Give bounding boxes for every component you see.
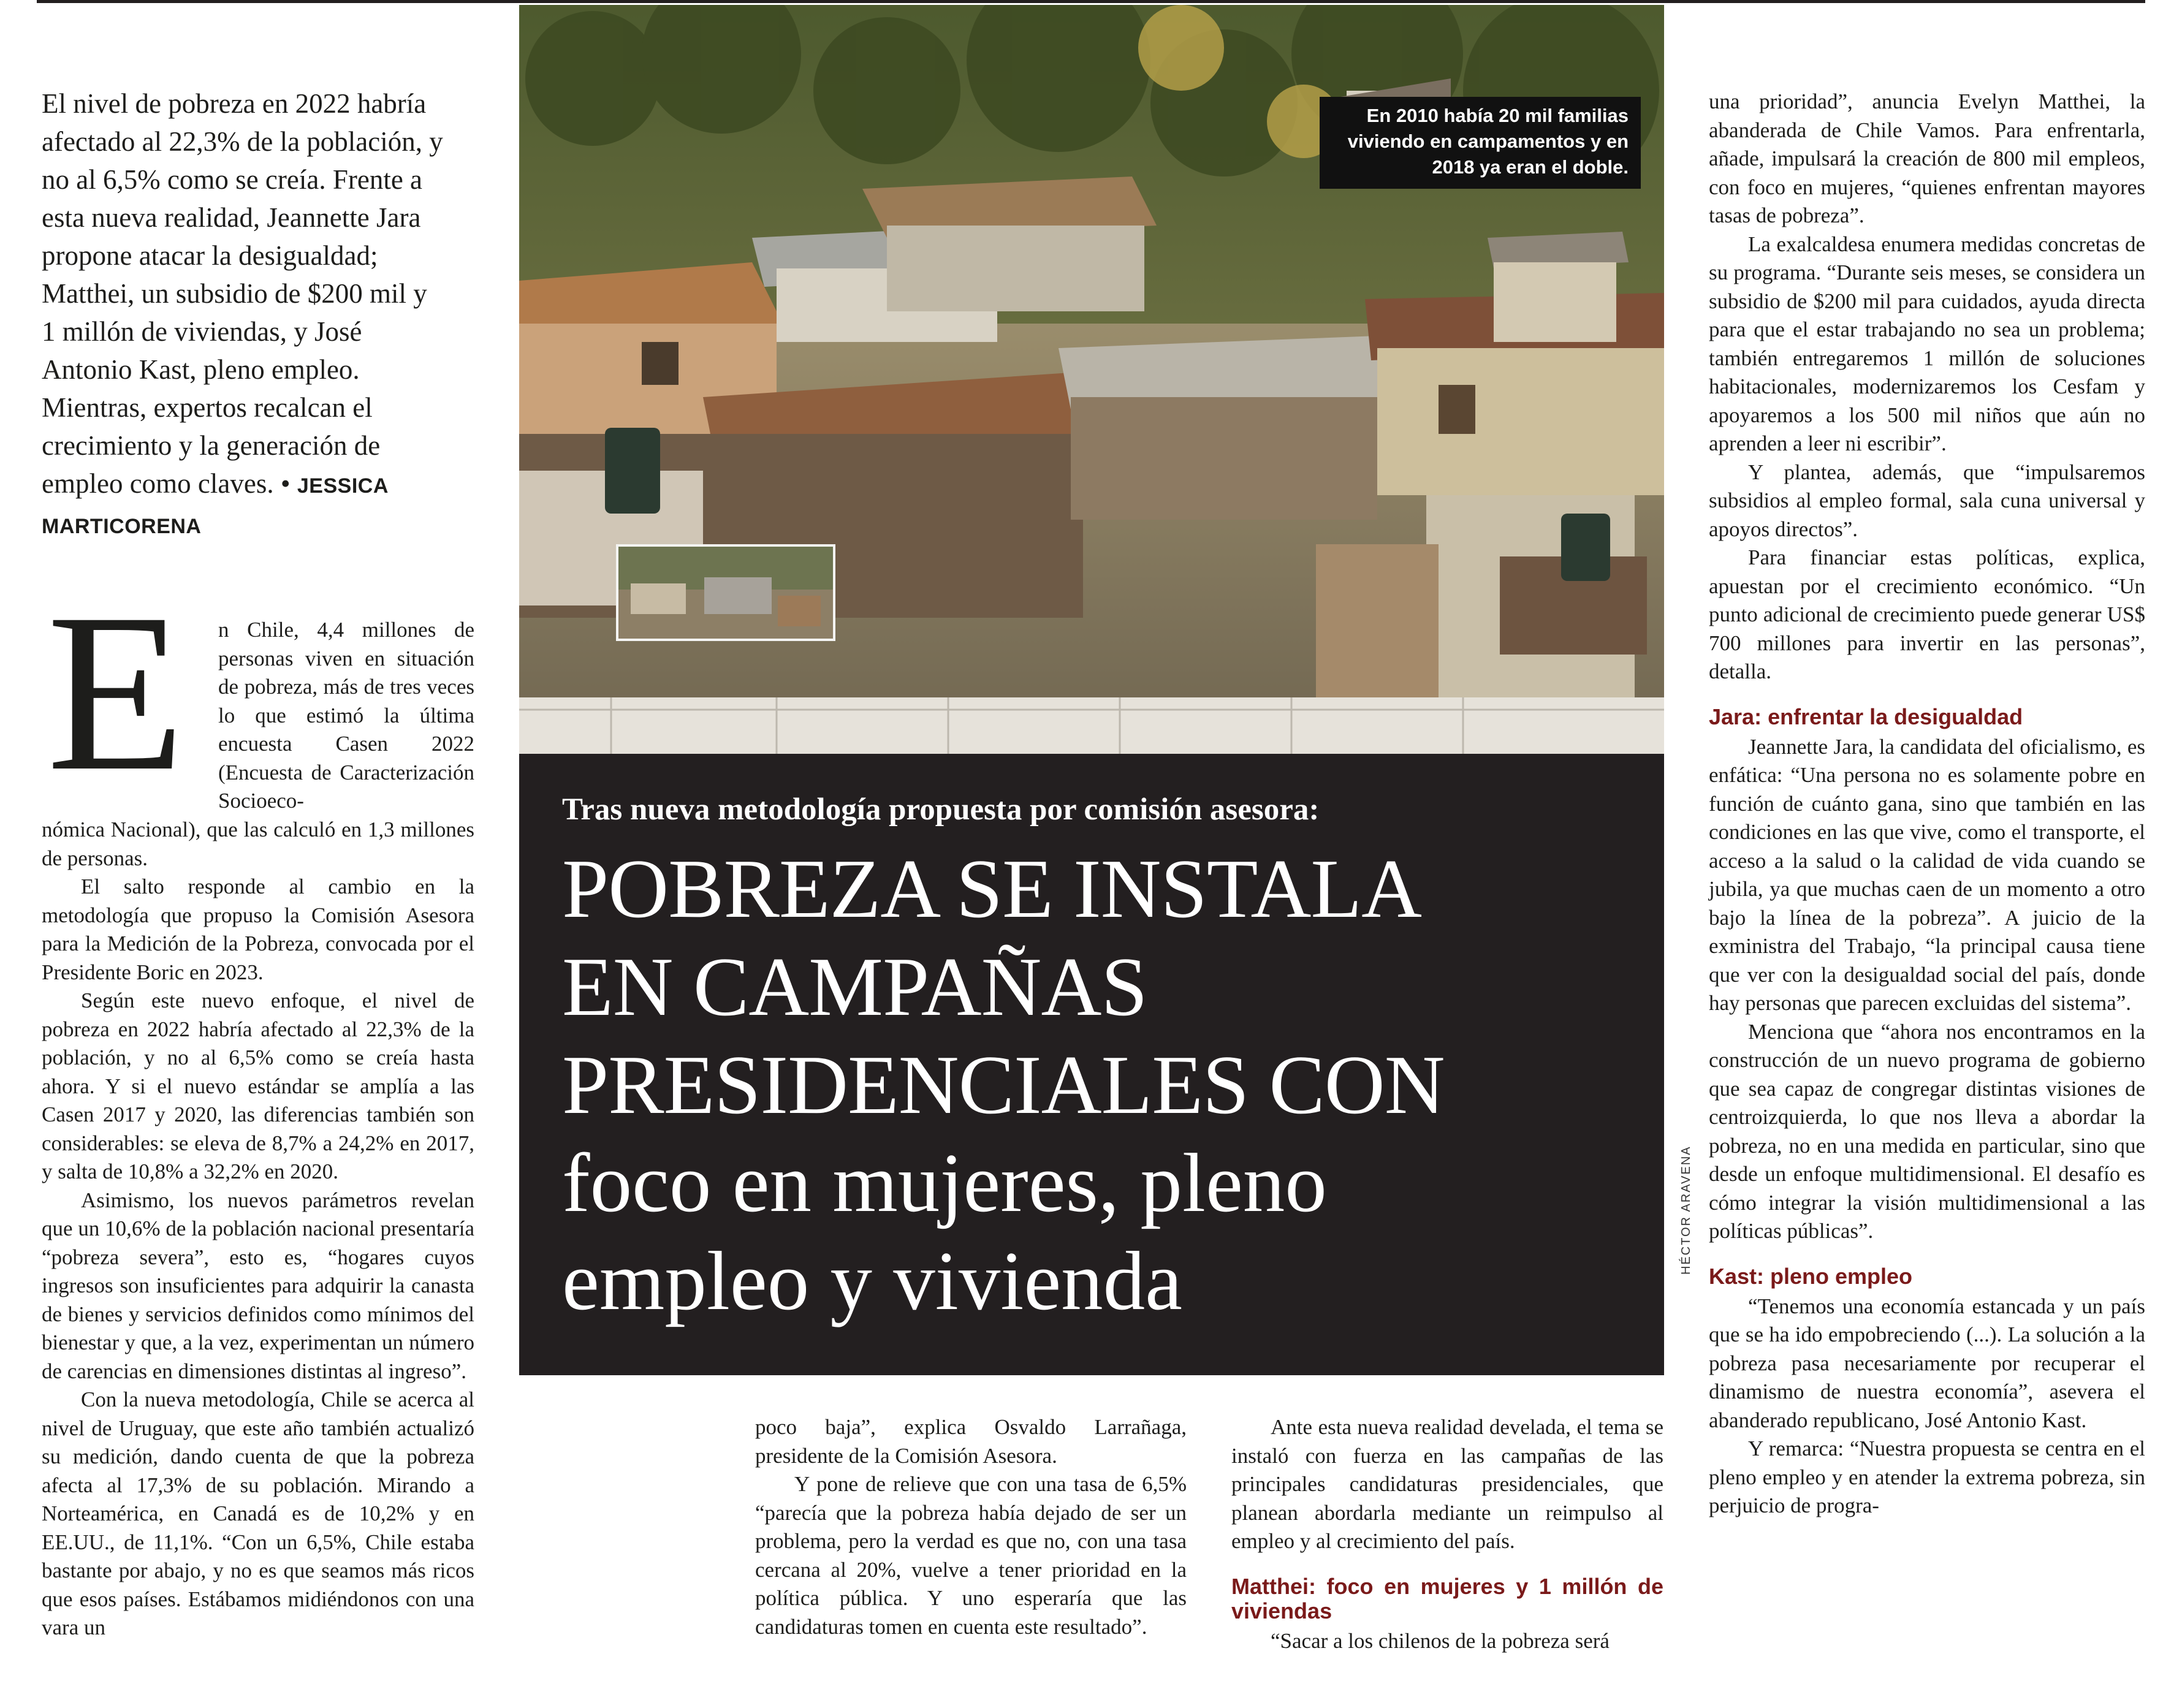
paragraph: Asimismo, los nuevos parámetros revelan que un 10,6% de la población nacional presentaría “pobreza severa”, esto es, “hogares cuyos ingresos son insuficientes para adquirir la canasta de bienes y servicios definidos como mínimos del bienestar y que, a la vez, experimentan un número de carencias en dimensiones distintas al ingreso”. <box>42 1188 474 1383</box>
inset-photo <box>616 544 835 641</box>
column-3 <box>1231 1413 1663 1655</box>
paragraph: Y plantea, además, que “impulsaremos subsidios al empleo formal, sala cuna universal y apoyos directos”. <box>1709 460 2145 541</box>
lead-text: El nivel de pobreza en 2022 habría afectado al 22,3% de la población, y no al 6,5% como se creía. Frente a esta nueva realidad, Jeannette Jara propone atacar la desigualdad; Matthei, un subsidio de $200 mil y 1 millón de viviendas, y José Antonio Kast, pleno empleo. Mientras, expertos recalcan el crecimiento y la generación de empleo como claves. • <box>42 88 443 499</box>
paragraph: n Chile, 4,4 millones de personas viven en situación de pobreza, más de tres veces lo que estimó la última encuesta Casen 2022 (Encuesta de Caracterización Socioeco- <box>218 618 474 813</box>
paragraph: La exalcaldesa enumera medidas concretas de su programa. “Durante seis meses, se considera un subsidio de $200 mil para cuidados, ayuda directa para que el estar trabajando no sea un problema; también entregaremos 1 millón de soluciones habitacionales, modernizaremos los Cesfam y apoyaremos a los 500 mil niños que aún no aprenden a leer ni escribir”. <box>1709 232 2145 455</box>
kicker: Tras nueva metodología propuesta por comisión asesora: <box>562 792 1320 827</box>
headline-line: foco en mujeres, pleno <box>562 1136 1327 1229</box>
paragraph: “Sacar a los chilenos de la pobreza será <box>1271 1628 1610 1653</box>
byline: JESSICA MARTICORENA <box>42 474 388 538</box>
paragraph: nómica Nacional), que las calculó en 1,3 millones de personas. <box>42 818 474 870</box>
headline-line: POBREZA SE INSTALA <box>562 842 1422 935</box>
column-1-dropcap-text <box>218 616 474 816</box>
column-2 <box>755 1413 1187 1641</box>
subhead-matthei: Matthei: foco en mujeres y 1 millón de viviendas <box>1231 1573 1663 1623</box>
paragraph: una prioridad”, anuncia Evelyn Matthei, la abanderada de Chile Vamos. Para enfrentarla, añade, impulsará la creación de 800 mil empleos, con foco en mujeres, “quienes enfrentan mayores tasas de pobreza”. <box>1709 89 2145 227</box>
subhead-jara: Jara: enfrentar la desigualdad <box>1709 704 2023 729</box>
campamento-photo <box>519 5 1664 754</box>
paragraph: Ante esta nueva realidad develada, el tema se instaló con fuerza en las campañas de las principales candidaturas presidenciales, que planean abordarla mediante un reimpulso al empleo y al crecimiento del país. <box>1231 1415 1663 1553</box>
headline-line: empleo y vivienda <box>562 1234 1182 1327</box>
paragraph: El salto responde al cambio en la metodología que propuso la Comisión Asesora para la Medición de la Pobreza, convocada por el Presidente Boric en 2023. <box>42 875 474 984</box>
lead-deck <box>42 85 446 545</box>
headline <box>562 840 1641 1330</box>
inset-illustration <box>618 547 833 639</box>
paragraph: Con la nueva metodología, Chile se acerca al nivel de Uruguay, que este año también actualizó su medición, dando cuenta de que la pobreza afecta al 17,3% de su población. Mirando a Norteamérica, en Canadá es de 10,2% y en EE.UU., de 11,1%. “Con un 6,5%, Chile estaba bastante por abajo, y no es que seamos más ricos que esos países. Estábamos midiéndonos con una vara un <box>42 1387 474 1639</box>
paragraph: Según este nuevo enfoque, el nivel de pobreza en 2022 habría afectado al 22,3% de la población, y no al 6,5% como se creía hasta ahora. Y si el nuevo estándar se amplía a las Casen 2017 y 2020, las diferencias también son considerables: se eleva de 8,7% a 24,2% en 2017, y salta de 10,8% a 32,2% en 2020. <box>42 989 474 1183</box>
paragraph: Y remarca: “Nuestra propuesta se centra en el pleno empleo y en atender la extrema pobreza, sin perjuicio de progra- <box>1709 1437 2145 1517</box>
subhead-kast: Kast: pleno empleo <box>1709 1263 1913 1289</box>
headline-line: PRESIDENCIALES CON <box>562 1038 1445 1131</box>
paragraph: Y pone de relieve que con una tasa de 6,5% “parecía que la pobreza había dejado de ser un problema, pero la verdad es que no, con una tasa cercana al 20%, vuelve a tener prioridad en la política pública. Y uno esperaría que las candidaturas tomen en cuenta este resultado”. <box>755 1472 1187 1639</box>
paragraph: Para financiar estas políticas, explica, apuestan por el crecimiento económico. “Un punto adicional de crecimiento puede generar US$ 700 millones para invertir en las personas”, detalla. <box>1709 545 2145 683</box>
top-rule <box>37 0 2145 3</box>
paragraph: Menciona que “ahora nos encontramos en la construcción de un nuevo programa de gobierno que sea capaz de congregar distintas visiones de centroizquierda, lo que nos lleva a abordar la pobreza, no en una medida en particular, sino que desde un enfoque multidimensional. El desafío es cómo integrar la visión multidimensional a las políticas públicas”. <box>1709 1019 2145 1243</box>
photo-caption: En 2010 había 20 mil familias viviendo en campamentos y en 2018 ya eran el doble. <box>1320 97 1641 189</box>
paragraph: Jeannette Jara, la candidata del oficialismo, es enfática: “Una persona no es solamente pobre en función de cuánto gana, sino que también en las condiciones en las que vive, como el transporte, el acceso a la salud o la calidad de vida cuando se jubila, ya que muchas caen de un momento a otro bajo la línea de la pobreza”. A juicio de la exministra del Trabajo, “la principal causa tiene que ver con la desigualdad social del país, donde hay personas que parecen excluidas del sistema”. <box>1709 734 2145 1015</box>
drop-cap: E <box>47 567 186 818</box>
column-1 <box>42 816 474 1642</box>
paragraph: “Tenemos una economía estancada y un país que se ha ido empobreciendo (...). La solución a la pobreza pasa necesariamente por recuperar el dinamismo de nuestra economía”, asevera el abanderado republicano, José Antonio Kast. <box>1709 1294 2145 1432</box>
photo-credit: HÉCTOR ARAVENA <box>1679 1145 1693 1275</box>
paragraph: poco baja”, explica Osvaldo Larrañaga, presidente de la Comisión Asesora. <box>755 1415 1187 1468</box>
headline-box <box>519 754 1664 1375</box>
column-4 <box>1709 88 2145 1520</box>
headline-line: EN CAMPAÑAS <box>562 940 1147 1033</box>
